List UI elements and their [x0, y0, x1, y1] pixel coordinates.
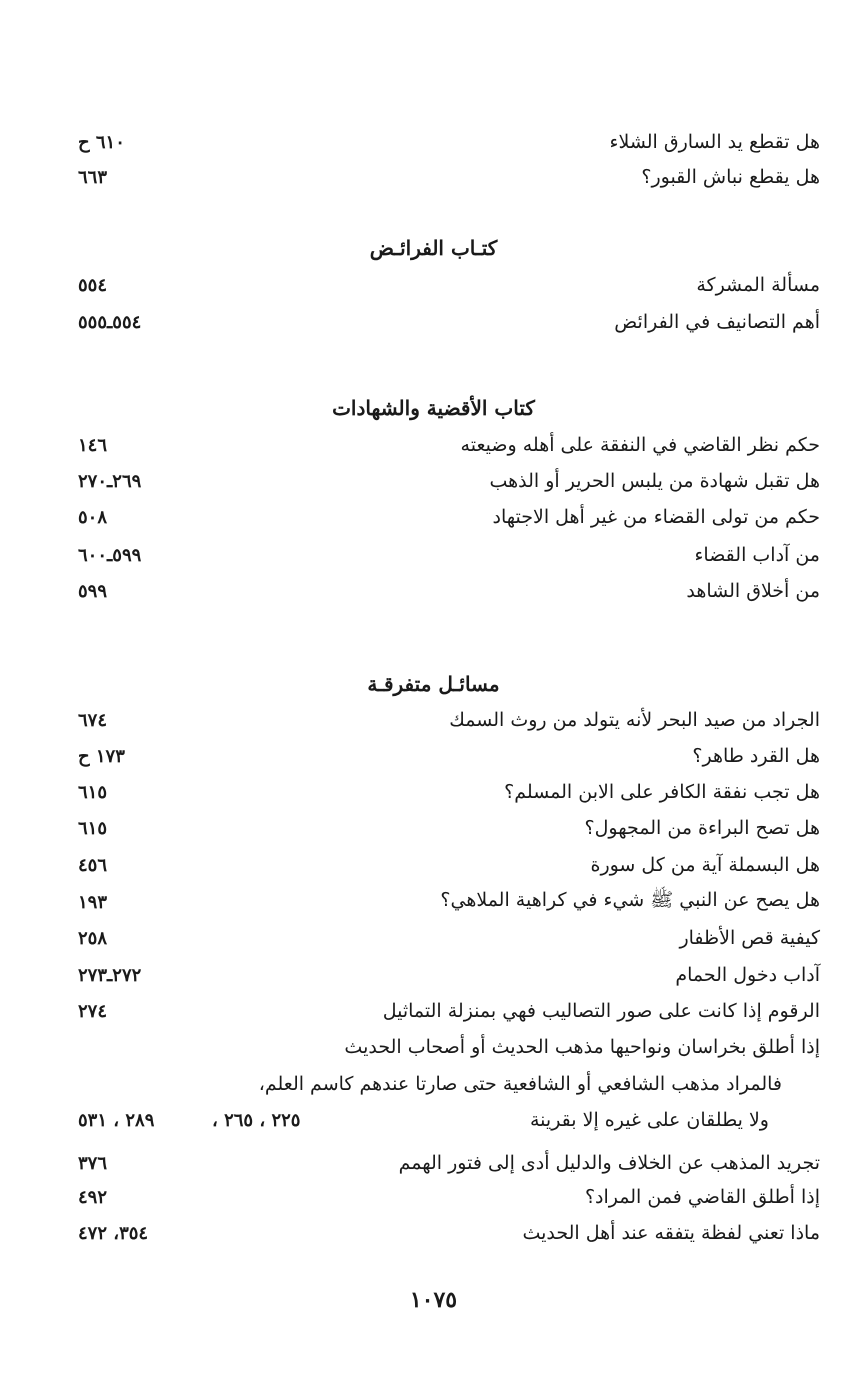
- entry-text-line1: إذا أطلق بخراسان ونواحيها مذهب الحديث أو أصحاب الحديث: [344, 1036, 820, 1058]
- entry-text: آداب دخول الحمام: [675, 964, 820, 986]
- entry-text: من أخلاق الشاهد: [686, 580, 820, 602]
- entry-text: كيفية قص الأظفار: [679, 927, 820, 949]
- page-reference: ٢٧٤: [78, 1000, 108, 1022]
- entry-text: تجريد المذهب عن الخلاف والدليل أدى إلى فتور الهمم: [398, 1152, 820, 1174]
- entry-text: هل القرد طاهر؟: [692, 745, 820, 767]
- entry-text-line3: ولا يطلقان على غيره إلا بقرينة: [529, 1109, 769, 1131]
- entry-text: هل يصح عن النبي ﷺ شيء في كراهية الملاهي؟: [440, 889, 820, 911]
- list-item: [78, 538, 820, 572]
- entry-text: هل البسملة آية من كل سورة: [590, 854, 820, 876]
- page-reference: ٥٥٤: [78, 274, 108, 296]
- page-reference: ٢٨٩ ، ٥٣١: [78, 1110, 155, 1131]
- entry-text: الرقوم إذا كانت على صور التصاليب فهي بمنزلة التماثيل: [382, 1000, 820, 1022]
- page-number: ١٠٧٥: [409, 1287, 458, 1313]
- entry-text: مسألة المشركة: [696, 274, 820, 296]
- page-reference: ٢٧٢ـ٢٧٣: [78, 964, 142, 986]
- list-item: [78, 739, 820, 773]
- list-item: [78, 125, 820, 159]
- list-item: [78, 921, 820, 955]
- list-item: [78, 268, 820, 302]
- entry-text: هل تقبل شهادة من يلبس الحرير أو الذهب: [489, 470, 820, 492]
- page-reference: ٤٩٢: [78, 1186, 108, 1208]
- list-item: [78, 811, 820, 845]
- page-reference: ١٤٦: [78, 434, 108, 456]
- entry-text: هل تصح البراءة من المجهول؟: [584, 817, 820, 839]
- page-reference: ٥٩٩ـ٦٠٠: [78, 544, 142, 566]
- list-item: [78, 464, 820, 498]
- page-reference: ٦٧٤: [78, 709, 108, 731]
- list-item: [78, 428, 820, 462]
- list-item: [78, 775, 820, 809]
- page-reference: ٦٦٣: [78, 166, 108, 188]
- entry-text: حكم نظر القاضي في النفقة على أهله وضيعته: [460, 434, 820, 456]
- list-item: [78, 848, 820, 882]
- entry-text: أهم التصانيف في الفرائض: [614, 311, 820, 333]
- page-reference: ٦١٠ ح: [78, 131, 125, 153]
- page-reference: ٥٥٤ـ٥٥٥: [78, 311, 142, 333]
- page-reference: ٥٩٩: [78, 580, 108, 602]
- section-heading: كتاب الأقضية والشهادات: [332, 396, 535, 420]
- page-reference: ٢٥٨: [78, 927, 108, 949]
- list-item: [78, 1180, 820, 1214]
- list-item: [78, 500, 820, 534]
- list-item: [78, 574, 820, 608]
- page-reference: ٦١٥: [78, 817, 108, 839]
- page-reference: ٢٢٥ ، ٢٦٥ ،: [212, 1110, 301, 1131]
- entry-text: هل تجب نفقة الكافر على الابن المسلم؟: [504, 781, 820, 803]
- page-reference: ٣٧٦: [78, 1152, 108, 1174]
- page-reference: ٦١٥: [78, 781, 108, 803]
- entry-text: حكم من تولى القضاء من غير أهل الاجتهاد: [492, 506, 820, 528]
- entry-text: الجراد من صيد البحر لأنه يتولد من روث السمك: [449, 709, 820, 731]
- page-reference: ٤٥٦: [78, 854, 108, 876]
- list-item: [78, 885, 820, 919]
- page-reference: ١٧٣ ح: [78, 745, 125, 767]
- entry-text-line2: فالمراد مذهب الشافعي أو الشافعية حتى صارتا عندهم كاسم العلم،: [258, 1073, 782, 1095]
- page-reference: ٣٥٤، ٤٧٢: [78, 1222, 149, 1244]
- section-heading: مسائـل متفرقـة: [367, 672, 500, 696]
- entry-text: إذا أطلق القاضي فمن المراد؟: [584, 1186, 820, 1208]
- section-heading: كتـاب الفرائـض: [369, 236, 498, 260]
- list-item: [78, 958, 820, 992]
- entry-text: ماذا تعني لفظة يتفقه عند أهل الحديث: [522, 1222, 820, 1244]
- list-item: [78, 1216, 820, 1250]
- list-item: [78, 305, 820, 339]
- page-reference: ٥٠٨: [78, 506, 108, 528]
- list-item: [78, 703, 820, 737]
- page-reference: ١٩٣: [78, 891, 108, 913]
- page-reference: ٢٦٩ـ٢٧٠: [78, 470, 142, 492]
- entry-text: من آداب القضاء: [694, 544, 820, 566]
- entry-text: هل تقطع يد السارق الشلاء: [609, 131, 820, 153]
- list-item: [78, 160, 820, 194]
- list-item: [78, 1146, 820, 1180]
- list-item: [78, 994, 820, 1028]
- entry-text: هل يقطع نباش القبور؟: [641, 166, 820, 188]
